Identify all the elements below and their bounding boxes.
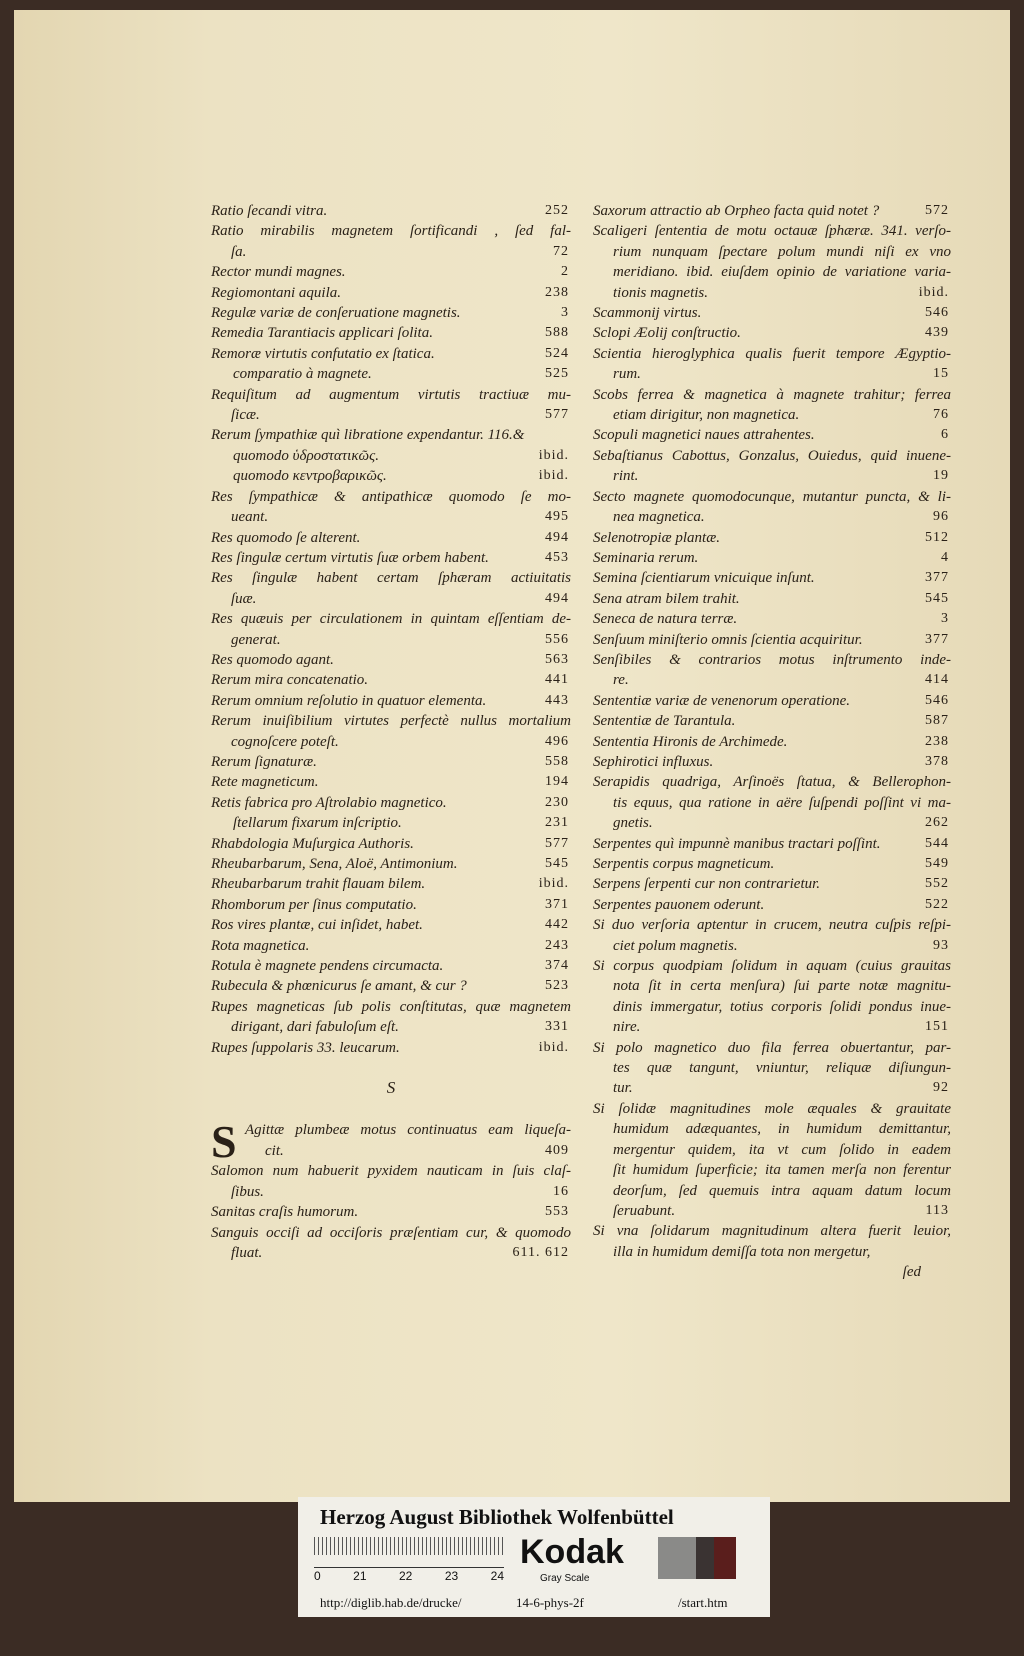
page-reference: 553 [545,1204,569,1220]
entry-text-line: Serapidis quadriga, Arſinoës ſtatua, & Bellerophon- [593,774,951,791]
index-entry [593,895,951,915]
page-reference: 442 [545,917,569,933]
page-reference: 409 [545,1142,569,1158]
entry-text-line: Rhomborum per ſinus computatio. [211,896,417,913]
index-entry [593,487,951,528]
entry-text-line: Serpentes quì impunnè manibus tractari poſſint. [593,835,881,852]
library-name: Herzog August Bibliothek Wolfenbüttel [320,1505,674,1529]
index-entry [211,711,571,752]
entry-text-line: Si polo magnetico duo fila ferrea obuertantur, par- [593,1039,951,1056]
ruler-number: 0 [314,1569,321,1583]
index-entry [593,915,951,956]
page-reference: ibid. [538,447,569,463]
page-reference: 113 [925,1202,949,1218]
page-reference: 439 [925,325,949,341]
entry-text-line: tur. [613,1080,633,1097]
index-entry [211,385,571,426]
index-entry [211,487,571,528]
gray-swatch [714,1537,736,1579]
entry-text-line: Semina ſcientiarum vnicuique inſunt. [593,570,815,587]
entry-text-line: Rector mundi magnes. [211,264,346,281]
index-entry [593,956,951,1038]
entry-text-line: Seneca de natura terræ. [593,611,738,628]
index-entry [211,1038,571,1058]
entry-text-line: ciet polum magnetis. [613,937,738,954]
ruler-numbers [314,1569,504,1583]
page-reference: 371 [545,896,569,912]
index-entry [211,793,571,813]
entry-text-line: Res ſingulæ certum virtutis ſuæ orbem habent. [211,549,489,566]
entry-text-line: Res quomodo ſe alterent. [211,529,361,546]
index-column-left [211,201,571,1263]
page-reference: 546 [925,305,949,321]
entry-text-line: Scaligeri ſententia de motu octauæ ſphæræ. 341. verſo- [593,223,951,240]
index-entry [593,630,951,650]
entry-text-line: Res quomodo agant. [211,651,334,668]
entry-text-line: Rheubarbarum, Sena, Aloë, Antimonium. [211,856,458,872]
entry-text-line: Scopuli magnetici naues attrahentes. [593,427,815,444]
entry-text-line: Sententia Hironis de Archimede. [593,733,788,750]
page-reference: 558 [545,753,569,769]
entry-text-line: Ros vires plantæ, cui inſidet, habet. [211,917,423,934]
index-entry [593,834,951,854]
entry-text-line: Res ſingulæ habent certam ſphæram actiuitatis [211,570,571,587]
index-entry [593,344,951,385]
entry-text-line: Serpentes pauonem oderunt. [593,896,765,913]
entry-text-line: Retis fabrica pro Aſtrolabio magnetico. [211,794,447,811]
entry-text-line: Rota magnetica. [211,937,310,954]
kodak-logo: Kodak [520,1533,624,1571]
entry-text-line: Si vna ſolidarum magnitudinum altera fuerit leuior, [593,1223,951,1240]
index-entry [211,528,571,548]
entry-text-line: etiam dirigitur, non magnetica. [613,407,800,424]
entry-text-line: Rotula è magnete pendens circumacta. [211,958,444,975]
scale-ruler [314,1537,504,1568]
entry-text-line: humidum adæquantes, in humidum demittantur, [613,1121,951,1138]
page-reference: 545 [925,590,949,606]
index-subentry [211,446,571,466]
index-entry [211,915,571,935]
entry-text-line: Secto magnete quomodocunque, mutantur puncta, & li- [593,488,951,505]
page-reference: 377 [925,631,949,647]
index-entry [593,854,951,874]
entry-text-line: fluat. [231,1244,263,1261]
page-reference: 4 [941,549,949,565]
entry-text-line: tes quæ tangunt, vniuntur, reliquæ diſiungun- [613,1060,951,1077]
index-entry [211,323,571,343]
s-entries [211,1116,571,1263]
page-reference: 611. 612 [512,1244,569,1260]
index-entry [593,528,951,548]
index-entry [593,221,951,303]
entry-text-line: tionis magnetis. [613,284,709,301]
entry-text-line: Selenotropiæ plantæ. [593,529,720,546]
page-reference: 441 [545,672,569,688]
entry-text-line: Scobs ferrea & magnetica à magnete trahitur; ferrea [593,386,951,403]
entry-text-line: mergentur quidem, ita vt cum ſolido in eadem [613,1141,951,1158]
page-reference: 512 [925,529,949,545]
page-reference: 6 [941,427,949,443]
entry-text-line: ſtellarum fixarum inſcriptio. [233,815,402,832]
index-entry [211,303,571,323]
page-reference: 252 [545,203,569,218]
entry-text-line: Senſibiles & contrarios motus inſtrumento inde- [593,651,951,668]
index-entry [211,854,571,874]
index-entry [593,446,951,487]
index-column-right [593,201,951,1283]
entry-text-line: Sanguis occiſi ad occiſoris præſentiam cur, & quomodo [211,1224,571,1241]
page-reference: 331 [545,1019,569,1035]
index-entry [211,976,571,996]
index-entry [211,221,571,262]
page-reference: 238 [925,733,949,749]
section-heading-s: S [386,1078,396,1098]
gray-swatch [658,1537,696,1579]
entry-text-line: nota ſit in certa menſura) ſui parte notæ magnitu- [613,978,951,995]
page-reference: 587 [925,713,949,729]
index-entry [593,609,951,629]
page-reference: 588 [545,325,569,341]
entry-text-line: Ratio ſecandi vitra. [211,203,328,219]
index-entry [593,650,951,691]
gray-scale-label: Gray Scale [540,1573,590,1584]
entry-text-line: Si ſolidæ magnitudines mole æquales & grauitate [593,1100,951,1117]
s-entries-continued [593,201,951,1262]
entry-text-line: nire. [613,1019,641,1036]
page-reference: 231 [545,815,569,831]
entry-text-line: Rubecula & phœnicurus ſe amant, & cur ? [211,978,467,995]
page-reference: 3 [941,611,949,627]
page-reference: 544 [925,835,949,851]
page-reference: 194 [545,774,569,790]
entry-text-line: rium nunquam ſpectare polum mundi niſi ex vno [613,243,951,260]
index-entry [211,997,571,1038]
entry-text-line: meridiano. ibid. eiuſdem opinio de variatione varia- [613,264,951,281]
page-reference: 522 [925,896,949,912]
index-entry [593,711,951,731]
entry-text-line: Agittæ plumbeæ motus continuatus eam liqueſa- [245,1122,571,1139]
entry-text-line: Requiſitum ad augmentum virtutis tractiuæ mu- [211,386,571,403]
index-entry [211,201,571,221]
entry-text-line: Si duo verſoria aptentur in crucem, neutra cuſpis reſpi- [593,917,951,934]
index-entry [593,385,951,426]
entry-text-line: re. [613,672,629,689]
entry-text-line: Rerum omnium reſolutio in quatuor elementa. [211,692,487,709]
entry-text-line: Serpens ſerpenti cur non contrarietur. [593,876,821,893]
page-reference: 374 [545,958,569,974]
index-entry [593,1099,951,1221]
entry-text-line: Regiomontani aquila. [211,284,341,301]
index-entry [211,874,571,894]
entry-text-line: Rerum ſympathiæ quì libratione expendantur. 116.& [211,427,525,444]
entry-text-line: Sententiæ variæ de venenorum operatione. [593,692,851,709]
entry-text-line: Sententiæ de Tarantula. [593,713,736,730]
entry-text-line: Rhabdologia Muſurgica Authoris. [211,835,414,852]
page-reference: ibid. [538,1039,569,1055]
entry-text-line: dinis immergatur, totius corporis ſolidi pondus inue- [613,998,951,1015]
entry-text-line: dirigant, dari fabuloſum eſt. [231,1019,399,1036]
index-entry [211,283,571,303]
index-entry [211,670,571,690]
entry-text-line: Rupes ſuppolaris 33. leucarum. [211,1039,400,1056]
index-entry [211,956,571,976]
page-reference: 230 [545,794,569,810]
index-entry [211,936,571,956]
page-reference: 16 [553,1183,569,1199]
entry-text-line: Salomon num habuerit pyxidem nauticam in ſuis claſ- [211,1163,571,1180]
color-target-card [298,1497,770,1617]
page-reference: 3 [561,305,569,321]
page-reference: 563 [545,651,569,667]
index-entry [211,1223,571,1264]
page-reference: 2 [561,264,569,280]
page-reference: 546 [925,692,949,708]
index-entry [593,201,951,221]
entry-text-line: Sclopi Æolij conſtructio. [593,325,741,342]
page-reference: 378 [925,753,949,769]
entry-text-line: Res ſympathicæ & antipathicæ quomodo ſe mo- [211,488,571,505]
entry-text-line: illa in humidum demiſſa tota non mergetur, [613,1243,871,1260]
index-entry [593,732,951,752]
entry-text-line: Rheubarbarum trahit flauam bilem. [211,876,426,893]
page-reference: 545 [545,856,569,871]
page-reference: 76 [933,407,949,423]
index-entry [211,772,571,792]
entry-text-line: comparatio à magnete. [233,366,372,383]
index-entry [211,548,571,568]
index-entry [211,752,571,772]
index-entry [593,589,951,609]
index-entry [593,548,951,568]
entry-text-line: ſibus. [231,1183,264,1200]
entry-text-line: Saxorum attractio ab Orpheo facta quid notet ? [593,203,880,219]
index-entry [211,568,571,609]
drop-cap: S [211,1116,237,1168]
index-entry [593,752,951,772]
entry-text-line: quomodo κεντροβαρικῶς. [233,468,387,485]
ruler-number: 24 [490,1569,504,1583]
entry-text-line: Serpentis corpus magneticum. [593,856,775,872]
entry-text-line: Sanitas craſis humorum. [211,1204,359,1221]
index-entry [593,425,951,445]
page-reference: 525 [545,366,569,382]
index-entry [211,834,571,854]
entry-text-line: Senſuum miniſterio omnis ſcientia acquiritur. [593,631,863,648]
ruler-number: 22 [398,1569,413,1583]
entry-text-line: generat. [231,631,281,648]
entry-text-line: ſuæ. [231,590,257,607]
page-reference: 151 [925,1019,949,1035]
catchword: ſed [902,1264,921,1281]
entry-text-line: Rerum mira concatenatio. [211,672,369,689]
entry-text-line: Res quæuis per circulationem in quintam eſſentiam de- [211,611,571,628]
index-entry [211,691,571,711]
ruler-number: 21 [353,1569,367,1583]
entry-text-line: Sebaſtianus Cabottus, Gonzalus, Ouiedus, quid inuene- [593,447,951,464]
index-entry [593,323,951,343]
url-text: http://diglib.hab.de/drucke/ [320,1595,462,1610]
entry-text-line: deorſum, ſed quemuis intra aquam datum locum [613,1182,951,1199]
index-entry [593,772,951,833]
page-reference: 243 [545,937,569,953]
index-entry [211,262,571,282]
shelfmark-text: 14-6-phys-2f [516,1595,584,1610]
entry-text-line: Regulæ variæ de conſeruatione magnetis. [211,305,461,322]
page-reference: 556 [545,631,569,647]
entry-text-line: Rerum ſignaturæ. [211,753,317,770]
index-entry [211,1202,571,1222]
ruler-number: 23 [444,1569,459,1583]
page-reference: 377 [925,570,949,586]
page-reference: 453 [545,549,569,565]
page-reference: ibid. [918,284,949,300]
entry-text-line: ſicæ. [231,407,260,424]
gray-swatch [696,1537,714,1579]
page-reference: 552 [925,876,949,892]
entry-text-line: nea magnetica. [613,509,705,526]
page-reference: 494 [545,590,569,606]
entry-text-line: Remoræ virtutis confutatio ex ſtatica. [211,345,435,362]
page-reference: 96 [933,509,949,525]
entry-text-line: Si corpus quodpiam ſolidum in aquam (cuius grauitas [593,958,951,975]
page-reference: 19 [933,468,949,484]
page-reference: 572 [925,203,949,218]
entry-text-line: cognoſcere poteſt. [231,733,339,750]
page-reference: 494 [545,529,569,545]
index-entry [211,650,571,670]
index-subentry [211,364,571,384]
page-reference: 72 [553,243,569,259]
entry-text-line: ſa. [231,243,247,260]
index-entry [593,691,951,711]
r-entries [211,201,571,1058]
page-reference: 577 [545,835,569,851]
entry-text-line: cit. [265,1142,284,1159]
entry-text-line: ſeruabunt. [613,1202,676,1219]
index-entry [211,1161,571,1202]
entry-text-line: Sephirotici influxus. [593,753,714,770]
entry-text-line: quomodo ὑδροστατικῶς. [233,447,379,464]
path-text: /start.htm [678,1595,728,1610]
page-reference: ibid. [538,468,569,484]
index-subentry [211,813,571,833]
page-reference: 524 [545,345,569,361]
entry-text-line: ſit humidum ſuperficie; ita tamen merſa non ferentur [613,1162,951,1179]
page-reference: 238 [545,284,569,300]
entry-text-line: rint. [613,468,639,485]
index-entry [211,895,571,915]
entry-text-line: tis equus, qua ratione in aëre ſuſpendi poſſint vi ma- [613,794,951,811]
index-entry [211,1116,571,1168]
page-reference: 262 [925,815,949,831]
page-reference: 92 [933,1080,949,1096]
entry-text-line: Rupes magneticas ſub polis conſtitutas, quæ magnetem [211,998,571,1015]
page-reference: 15 [933,366,949,382]
page-reference: 549 [925,856,949,871]
index-entry [211,425,571,445]
index-entry [593,1221,951,1262]
entry-text-line: ueant. [231,509,269,526]
entry-text-line: Seminaria rerum. [593,549,699,566]
entry-text-line: Scientia hieroglyphica qualis fuerit tempore Ægyptio- [593,345,951,362]
entry-text-line: Ratio mirabilis magnetem ſortificandi , ſed fal- [211,223,571,240]
entry-text-line: rum. [613,366,641,383]
entry-text-line: Remedia Tarantiacis applicari ſolita. [211,325,433,342]
entry-text-line: Rete magneticum. [211,774,319,791]
index-entry [593,303,951,323]
page-reference: 414 [925,672,949,688]
page-reference: 496 [545,733,569,749]
page-reference: 577 [545,407,569,423]
index-entry [211,344,571,364]
page-reference: 523 [545,978,569,994]
page-reference: 443 [545,692,569,708]
index-subentry [211,466,571,486]
entry-text-line: Scammonij virtus. [593,305,702,322]
entry-text-line: Rerum inuiſibilium virtutes perfectè nullus mortalium [211,713,571,730]
page-reference: 93 [933,937,949,953]
entry-text-line: Sena atram bilem trahit. [593,590,740,607]
page-reference: 495 [545,509,569,525]
entry-text-line: gnetis. [613,815,653,832]
index-entry [593,874,951,894]
index-entry [593,1038,951,1099]
index-entry [593,568,951,588]
page-reference: ibid. [538,876,569,892]
index-entry [211,609,571,650]
